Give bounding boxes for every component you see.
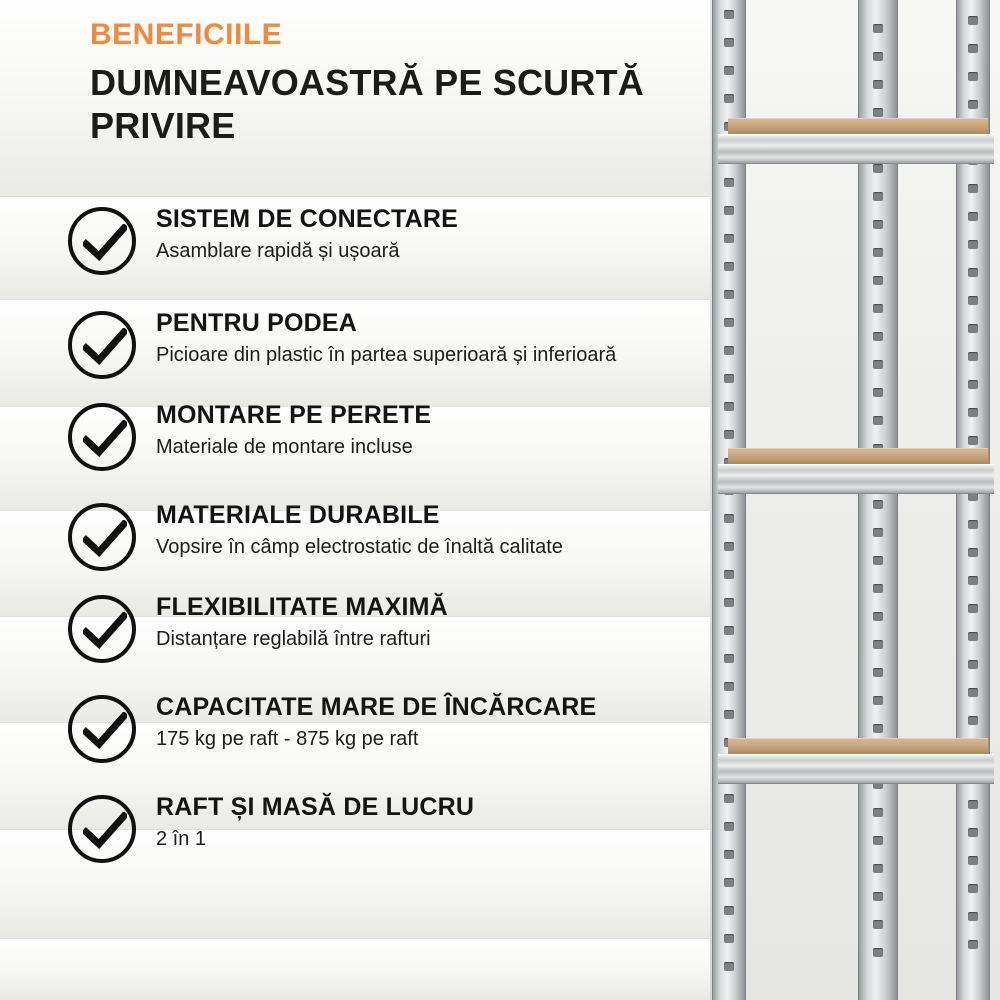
benefit-title: CAPACITATE MARE DE ÎNCĂRCARE [156, 693, 597, 721]
benefit-subtitle: Asamblare rapidă și ușoară [156, 239, 400, 262]
benefit-title: PENTRU PODEA [156, 309, 358, 337]
benefit-subtitle: 175 kg pe raft - 875 kg pe raft [156, 727, 419, 750]
check-icon [68, 503, 136, 571]
list-item [66, 309, 716, 379]
check-icon [68, 595, 136, 663]
list-item [66, 793, 716, 863]
benefit-subtitle: Picioare din plastic în partea superioară și inferioară [156, 343, 617, 366]
kicker-text: BENEFICIILE [90, 18, 283, 51]
shelf-level-2 [710, 448, 1000, 518]
benefit-subtitle: 2 în 1 [156, 827, 207, 850]
benefit-title: SISTEM DE CONECTARE [156, 205, 458, 233]
benefit-title: MONTARE PE PERETE [156, 401, 432, 429]
product-image [710, 0, 1000, 1000]
shelf-level-1 [710, 118, 1000, 188]
benefit-title: RAFT ȘI MASĂ DE LUCRU [156, 793, 475, 821]
check-icon [68, 311, 136, 379]
benefit-title: FLEXIBILITATE MAXIMĂ [156, 593, 448, 621]
list-item [66, 593, 716, 663]
page-title: DUMNEAVOASTRĂ PE SCURTĂ PRIVIRE [90, 61, 644, 147]
check-icon [68, 207, 136, 275]
check-icon [68, 403, 136, 471]
list-item [66, 401, 716, 471]
list-item [66, 205, 716, 275]
benefit-subtitle: Vopsire în câmp electrostatic de înaltă calitate [156, 535, 563, 558]
benefit-subtitle: Materiale de montare incluse [156, 435, 413, 458]
benefit-title: MATERIALE DURABILE [156, 501, 440, 529]
benefit-subtitle: Distanțare reglabilă între rafturi [156, 627, 431, 650]
check-icon [68, 795, 136, 863]
benefits-list [66, 205, 716, 899]
check-icon [68, 695, 136, 763]
list-item [66, 693, 716, 763]
list-item [66, 501, 716, 571]
shelf-level-3 [710, 738, 1000, 808]
header-block [90, 18, 690, 148]
